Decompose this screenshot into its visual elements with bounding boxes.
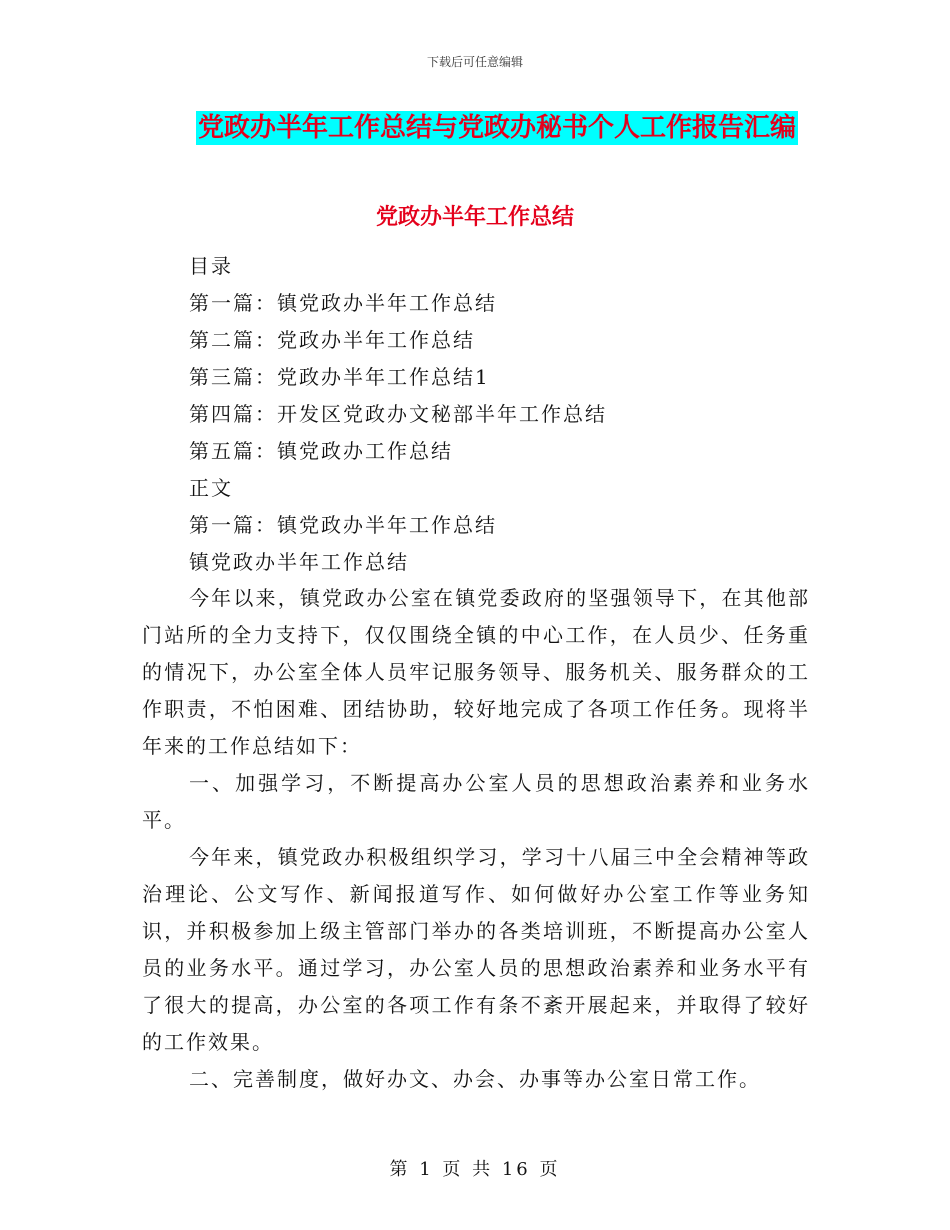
toc-heading: 目录 — [189, 254, 233, 278]
paragraph: 今年来，镇党政办积极组织学习，学习十八届三中全会精神等政治理论、公文写作、新闻报道写作、如何做好办公室工作等业务知识，并积极参加上级主管部门举办的各类培训班，不断提高办公室人员的业务水平。通过学习，办公室人员的思想政治素养和业务水平有了很大的提高，办公室的各项工作有条不紊开展起来，并取得了较好的工作效果。 — [142, 845, 810, 1054]
article-title: 镇党政办半年工作总结 — [189, 550, 409, 574]
toc-item: 第五篇：镇党政办工作总结 — [189, 439, 453, 463]
toc-item: 第二篇：党政办半年工作总结 — [189, 328, 475, 352]
paragraph: 一、加强学习，不断提高办公室人员的思想政治素养和业务水平。 — [142, 771, 810, 832]
header-note: 下载后可任意编辑 — [426, 55, 523, 69]
toc-item: 第三篇：党政办半年工作总结1 — [189, 365, 490, 389]
main-title: 党政办半年工作总结与党政办秘书个人工作报告汇编 — [198, 113, 797, 143]
body-heading: 正文 — [189, 476, 233, 500]
section-heading: 第一篇：镇党政办半年工作总结 — [189, 513, 497, 537]
body-text — [142, 580, 810, 1098]
sub-title: 党政办半年工作总结 — [375, 204, 574, 230]
paragraph: 二、完善制度，做好办文、办会、办事等办公室日常工作。 — [189, 1067, 761, 1091]
page-footer: 第 1 页 共 16 页 — [389, 1159, 561, 1180]
toc-item: 第一篇：镇党政办半年工作总结 — [189, 291, 497, 315]
toc-item: 第四篇：开发区党政办文秘部半年工作总结 — [189, 402, 607, 426]
paragraph: 今年以来，镇党政办公室在镇党委政府的坚强领导下，在其他部门站所的全力支持下，仅仅围绕全镇的中心工作，在人员少、任务重的情况下，办公室全体人员牢记服务领导、服务机关、服务群众的工作职责，不怕困难、团结协助，较好地完成了各项工作任务。现将半年来的工作总结如下： — [142, 586, 810, 758]
table-of-contents — [189, 248, 607, 581]
